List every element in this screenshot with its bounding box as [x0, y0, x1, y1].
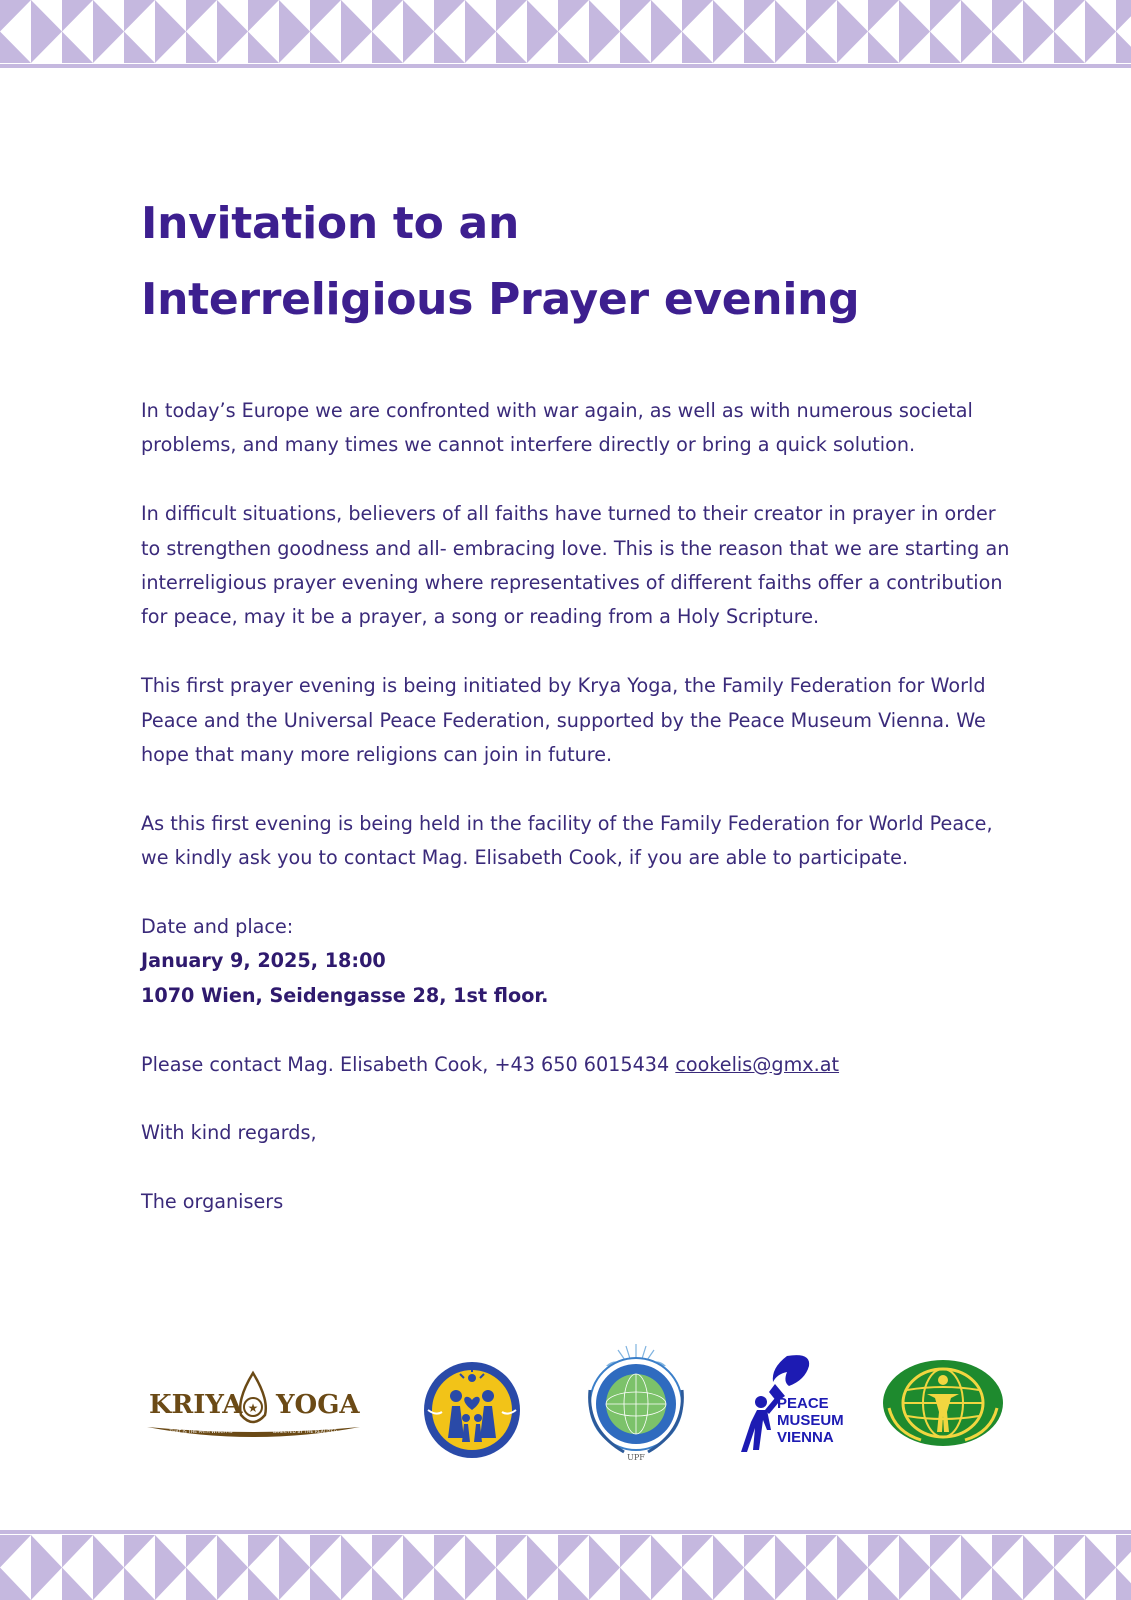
band-triangle [341, 1568, 372, 1600]
band-triangle [589, 1568, 620, 1600]
band-triangle [1054, 1568, 1085, 1600]
band-triangle [620, 1535, 651, 1568]
band-triangle [124, 1535, 155, 1568]
contact-email-link[interactable]: cookelis@gmx.at [675, 1052, 840, 1076]
band-triangle [992, 32, 1023, 64]
band-triangle [31, 1568, 62, 1600]
band-triangle [713, 1535, 744, 1568]
bottom-decorative-band [0, 1530, 1131, 1600]
band-triangle [310, 1535, 341, 1568]
band-triangle [0, 1568, 31, 1600]
band-triangle [279, 0, 310, 32]
museum-line-2: MUSEUM [777, 1412, 844, 1429]
band-triangle [589, 32, 620, 64]
yoga-word: YOGA [276, 1390, 360, 1420]
band-triangle [310, 1568, 341, 1600]
band-line [0, 64, 1131, 68]
band-triangle [93, 1535, 124, 1568]
band-triangle [186, 32, 217, 64]
band-triangle [899, 0, 930, 32]
band-triangle [713, 0, 744, 32]
band-triangle [930, 1535, 961, 1568]
band-triangle [1023, 0, 1054, 32]
band-triangle [868, 1568, 899, 1600]
band-triangle [1054, 32, 1085, 64]
band-triangle [806, 1535, 837, 1568]
band-triangle [713, 1568, 744, 1600]
contact-line [141, 1048, 1021, 1082]
band-triangle [496, 1568, 527, 1600]
band-triangle [155, 1568, 186, 1600]
band-triangle [682, 1535, 713, 1568]
band-triangle [341, 0, 372, 32]
event-place: 1070 Wien, Seidengasse 28, 1st floor. [141, 983, 549, 1007]
band-triangle [496, 32, 527, 64]
band-triangle [651, 0, 682, 32]
band-triangle [961, 1568, 992, 1600]
band-triangle [434, 0, 465, 32]
band-triangle [1116, 0, 1131, 32]
band-triangle [31, 0, 62, 32]
band-triangle [620, 32, 651, 64]
band-triangle [558, 1535, 589, 1568]
band-triangle [372, 1568, 403, 1600]
band-triangle [589, 0, 620, 32]
band-triangle [620, 1568, 651, 1600]
band-triangle [372, 1535, 403, 1568]
band-triangle [403, 0, 434, 32]
band-triangle [1116, 1568, 1131, 1600]
band-triangle [248, 0, 279, 32]
partner-logos [141, 1340, 1011, 1460]
band-triangle [62, 32, 93, 64]
band-triangle [682, 1568, 713, 1600]
paragraph-1: In today’s Europe we are confronted with war again, as well as with numerous societal problems, and many times we cannot interfere directly or bring a quick solution. [141, 399, 973, 457]
band-triangle [1085, 32, 1116, 64]
title-line-2: Interreligious Prayer evening [141, 274, 860, 325]
band-triangle [248, 1535, 279, 1568]
band-triangle [279, 32, 310, 64]
band-triangle [62, 0, 93, 32]
invitation-content [141, 186, 1021, 1254]
band-triangle [558, 32, 589, 64]
band-triangle [186, 1568, 217, 1600]
band-triangle [899, 32, 930, 64]
band-triangle [837, 0, 868, 32]
band-triangle [465, 32, 496, 64]
family-federation-logo [422, 1360, 522, 1460]
band-triangle [155, 32, 186, 64]
band-triangle [682, 0, 713, 32]
band-triangle [651, 32, 682, 64]
band-triangle [496, 0, 527, 32]
band-triangle [31, 32, 62, 64]
svg-text:★: ★ [247, 1401, 259, 1415]
band-triangle [465, 1568, 496, 1600]
band-triangle [496, 1535, 527, 1568]
band-triangle [248, 32, 279, 64]
band-triangle [558, 1568, 589, 1600]
band-triangle [62, 1568, 93, 1600]
band-triangle [1116, 32, 1131, 64]
band-triangle [744, 0, 775, 32]
band-triangle [806, 1568, 837, 1600]
globe-figure-logo [881, 1358, 1005, 1448]
band-triangle [248, 1568, 279, 1600]
band-triangle [465, 1535, 496, 1568]
band-triangle [62, 1535, 93, 1568]
band-triangle [186, 0, 217, 32]
band-triangle [1085, 0, 1116, 32]
date-place-label: Date and place: [141, 915, 294, 939]
band-triangle [403, 32, 434, 64]
letter-body [141, 394, 1021, 1220]
band-triangle [930, 32, 961, 64]
band-triangle [651, 1535, 682, 1568]
band-triangle [186, 1535, 217, 1568]
band-triangle [868, 0, 899, 32]
band-triangle [93, 0, 124, 32]
band-triangle [527, 1535, 558, 1568]
band-triangle [310, 32, 341, 64]
band-triangle [775, 1535, 806, 1568]
paragraph-4: As this first evening is being held in the facility of the Family Federation for World Peace, we kindly ask you to contact Mag. Elisabeth Cook, if you are able to participate. [141, 811, 993, 870]
band-triangle [341, 32, 372, 64]
band-triangle [961, 1535, 992, 1568]
band-triangle [744, 1568, 775, 1600]
band-triangle [341, 1535, 372, 1568]
band-triangle [434, 1535, 465, 1568]
band-triangle [527, 32, 558, 64]
band-triangle [1054, 1535, 1085, 1568]
band-triangle [837, 1535, 868, 1568]
band-triangle [589, 1535, 620, 1568]
signature: The organisers [141, 1190, 284, 1214]
band-triangle [1116, 1535, 1131, 1568]
band-triangle [217, 1568, 248, 1600]
kriya-tagline-left: THAT IS THE PATH WHICH IS [169, 1430, 233, 1435]
band-line [0, 1530, 1131, 1534]
band-triangle [0, 0, 31, 32]
band-triangle [992, 0, 1023, 32]
band-triangle [93, 1568, 124, 1600]
band-triangle [155, 1535, 186, 1568]
band-triangle [930, 0, 961, 32]
band-triangle [713, 32, 744, 64]
band-triangle [899, 1535, 930, 1568]
band-triangle [527, 1568, 558, 1600]
band-triangle [775, 1568, 806, 1600]
top-decorative-band [0, 0, 1131, 68]
band-triangle [744, 32, 775, 64]
band-triangle [372, 32, 403, 64]
band-triangle [93, 32, 124, 64]
band-triangle [651, 1568, 682, 1600]
band-triangle [1023, 1535, 1054, 1568]
closing-line: With kind regards, [141, 1121, 317, 1145]
band-triangle [1023, 1568, 1054, 1600]
band-triangle [279, 1535, 310, 1568]
museum-line-1: PEACE [777, 1395, 829, 1412]
museum-line-3: VIENNA [777, 1429, 834, 1446]
band-triangle [806, 32, 837, 64]
band-triangle [1085, 1568, 1116, 1600]
upf-abbr: UPF [627, 1453, 645, 1462]
kriya-tagline-right: DIRECTED BY THE REALIZED [272, 1430, 338, 1435]
band-triangle [310, 0, 341, 32]
band-triangle [837, 1568, 868, 1600]
band-triangle [124, 32, 155, 64]
band-triangle [403, 1535, 434, 1568]
band-triangle [744, 1535, 775, 1568]
paragraph-2: In difficult situations, believers of all faiths have turned to their creator in prayer in order to strengthen goodness and all- embracing love. This is the reason that we are starting an interreligious prayer evening where representatives of different faiths offer a contribution for peace, may it be a prayer, a song or reading from a Holy Scripture. [141, 502, 1010, 629]
band-triangle [992, 1568, 1023, 1600]
band-triangle [31, 1535, 62, 1568]
band-triangle [1054, 0, 1085, 32]
band-triangle [775, 32, 806, 64]
band-triangle [217, 0, 248, 32]
band-triangle [217, 32, 248, 64]
band-triangle [0, 1535, 31, 1568]
band-triangle [899, 1568, 930, 1600]
contact-text: Please contact Mag. Elisabeth Cook, +43 650 6015434 [141, 1052, 676, 1076]
band-triangle [465, 0, 496, 32]
band-triangle [837, 32, 868, 64]
paragraph-3: This first prayer evening is being initiated by Krya Yoga, the Family Federation for World Peace and the Universal Peace Federation, supported by the Peace Museum Vienna. We hope that many more religions can join in future. [141, 674, 986, 767]
band-triangle [558, 0, 589, 32]
band-triangle [124, 1568, 155, 1600]
band-triangle [868, 1535, 899, 1568]
kriya-word: KRIYA [149, 1390, 243, 1420]
band-triangle [1085, 1535, 1116, 1568]
band-triangle [217, 1535, 248, 1568]
band-triangle [279, 1568, 310, 1600]
band-triangle [155, 0, 186, 32]
band-triangle [868, 32, 899, 64]
band-triangle [682, 32, 713, 64]
band-triangle [930, 1568, 961, 1600]
band-triangle [403, 1568, 434, 1600]
universal-peace-federation-logo [576, 1340, 696, 1464]
band-triangle [527, 0, 558, 32]
band-triangle [124, 0, 155, 32]
band-triangle [806, 0, 837, 32]
band-triangle [1023, 32, 1054, 64]
band-triangle [961, 0, 992, 32]
band-triangle [0, 32, 31, 64]
kriya-yoga-logo [141, 1365, 366, 1445]
title-line-1: Invitation to an [141, 198, 519, 249]
band-triangle [372, 0, 403, 32]
band-triangle [620, 0, 651, 32]
page-title [141, 186, 1021, 338]
band-triangle [434, 32, 465, 64]
band-triangle [961, 32, 992, 64]
band-triangle [775, 0, 806, 32]
event-date: January 9, 2025, 18:00 [141, 949, 386, 973]
band-triangle [434, 1568, 465, 1600]
band-triangle [992, 1535, 1023, 1568]
peace-museum-vienna-logo [737, 1352, 857, 1456]
